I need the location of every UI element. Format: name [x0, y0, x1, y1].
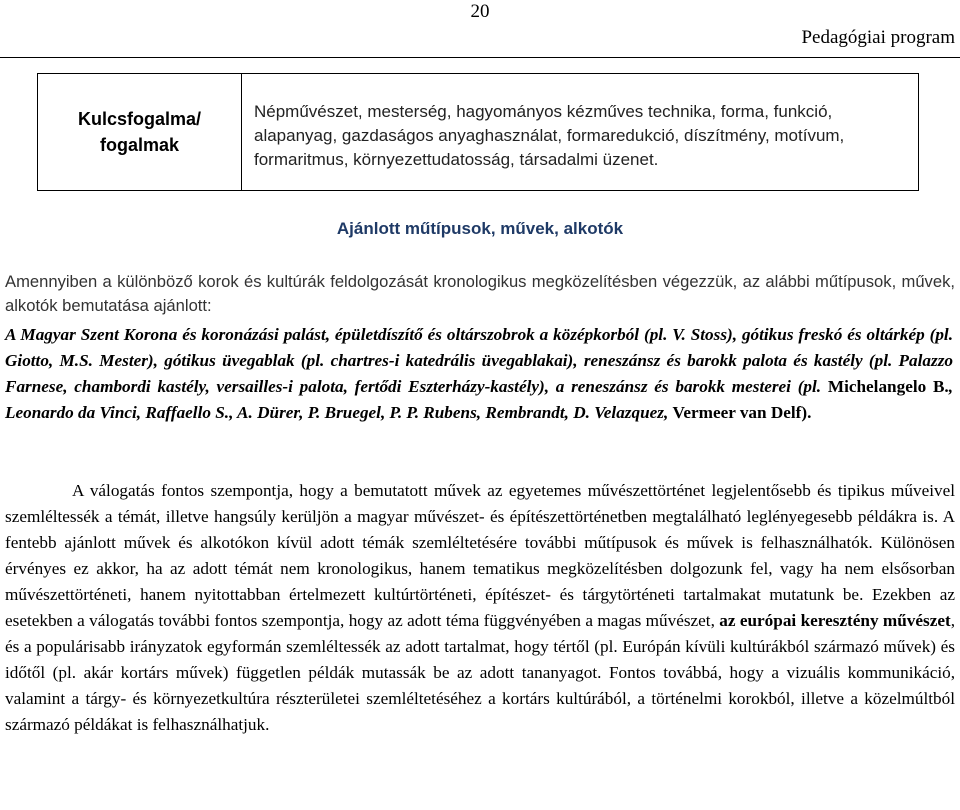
running-header: Pedagógiai program: [801, 27, 955, 48]
recommended-works-text: A Magyar Szent Korona és koronázási palást, épületdíszítő és oltárszobrok a középkorból (pl. V. Stoss), gótikus freskó és oltárkép (pl. Giotto, M.S. Mester), gótikus üvegablak (pl. chartres-i katedrális üvegablakai), reneszánsz és barokk palota és kastély (pl. Palazzo Farnese, chambordi kastély, versailles-i palota, fertődi Eszterházy-kastély), a reneszánsz és barokk mesterei (pl.: [5, 325, 953, 396]
recommended-works-paragraph: [5, 322, 953, 426]
body-paragraph: [5, 478, 955, 738]
body-text-emphasis: az európai keresztény művészet: [719, 611, 951, 630]
body-text-part: A válogatás fontos szempontja, hogy a bemutatott művek az egyetemes művészettörténet legjelentősebb és tipikus műveivel szemléltessék a témát, illetve hangsúly kerüljön a magyar művészet- és építészettörténetben megtalálható leglényegesebb példákra is. A fentebb ajánlott művek és alkotókon kívül adott témák szemléltetésére további műtípusok és művek is felhasználhatók. Különösen érvényes ez akkor, ha az adott témát nem kronologikus, hanem tematikus megközelítésben dolgozunk fel, vagy ha nem elsősorban művészettörténeti, hanem nyitottabban értelmezett kultúrtörténeti, építészet- és tárgytörténeti tartalmakat mutatunk be. Ezekben az esetekben a válogatás további fontos szempontja, hogy az adott téma függvényében a magas művészet,: [5, 481, 955, 630]
recommended-works-last-artist: Vermeer van Delf).: [672, 403, 812, 422]
section-heading: Ajánlott műtípusok, művek, alkotók: [336, 219, 624, 238]
recommended-works-artist: Michelangelo B.: [827, 377, 949, 396]
key-concepts-row: [38, 74, 919, 191]
page-number: 20: [470, 1, 490, 22]
header-rule: [0, 57, 960, 58]
body-text: [5, 478, 955, 738]
recommended-works-artists: , Leonardo da Vinci, Raffaello S., A. Dürer, P. Bruegel, P. P. Rubens, Rembrandt, D. Velazquez,: [5, 377, 954, 422]
key-concepts-table: [37, 73, 919, 191]
intro-paragraph: Amennyiben a különböző korok és kultúrák feldolgozását kronologikus megközelítésben végezzük, az alábbi műtípusok, művek, alkotók bemutatása ajánlott:: [5, 272, 955, 315]
key-concepts-text: Népművészet, mesterség, hagyományos kézműves technika, forma, funkció, alapanyag, gazdaságos anyaghasználat, formaredukció, díszítmény, motívum, formaritmus, környezettudatosság, társadalmi üzenet.: [242, 74, 919, 191]
body-text-part: , és a populárisabb irányzatok egyformán szemléltessék az adott tartalmat, hogy tértől (pl. Európán kívüli kultúrákból származó művek) és időtől (pl. akár kortárs művek) független példák mutassák be az adott tananyagot. Fontos továbbá, hogy a vizuális kommunikáció, valamint a tárgy- és környezetkultúra részterületei szemléltetéséhez a kortárs kultúrából, a történelmi korokból, illetve a közelmúltból származó példákat is felhasználhatjuk.: [5, 611, 955, 734]
key-concepts-label: Kulcsfogalma/ fogalmak: [38, 74, 242, 191]
